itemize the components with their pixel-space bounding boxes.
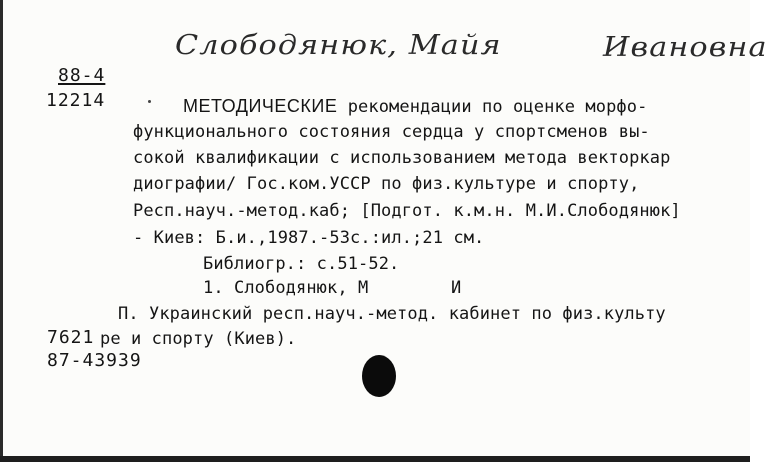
card-left-edge xyxy=(0,0,3,462)
title-lead: МЕТОДИЧЕСКИЕ xyxy=(183,96,338,116)
title-line xyxy=(183,95,647,118)
added-entry-corporate-cont: ре и спорту (Киев). xyxy=(100,329,297,349)
body-line-4: Респ.науч.-метод.каб; [Подгот. к.м.н. М.И.Слободянюк] xyxy=(133,201,681,221)
author-patronymic: Ивановна xyxy=(603,32,768,63)
margin-dot xyxy=(148,100,151,103)
added-entry-author: 1. Слободянюк, М И xyxy=(203,278,462,298)
body-line-5: - Киев: Б.и.,1987.-53с.:ил.;21 см. xyxy=(133,228,485,248)
body-line-2: сокой квалификации с использованием метода векторкар xyxy=(133,148,671,168)
card-punch-hole xyxy=(362,355,396,397)
card-bottom-edge xyxy=(0,456,750,462)
body-line-1: функционального состояния сердца у спортсменов вы- xyxy=(133,122,650,142)
inventory-number: 12214 xyxy=(46,90,106,111)
author-name: Слободянюк, Майя xyxy=(175,30,502,61)
order-number: 87-43939 xyxy=(47,350,142,371)
bibliography-note: Библиогр.: с.51-52. xyxy=(203,254,400,274)
body-line-3: диографии/ Гос.ком.УССР по физ.культуре и спорту, xyxy=(133,174,640,194)
added-entry-corporate: П. Украинский респ.науч.-метод. кабинет по физ.культу xyxy=(118,304,666,324)
cutter-number: 7621 xyxy=(47,327,95,348)
body-line-0: рекомендации по оценке морфо- xyxy=(347,97,648,117)
class-number: 88-4 xyxy=(58,65,106,86)
